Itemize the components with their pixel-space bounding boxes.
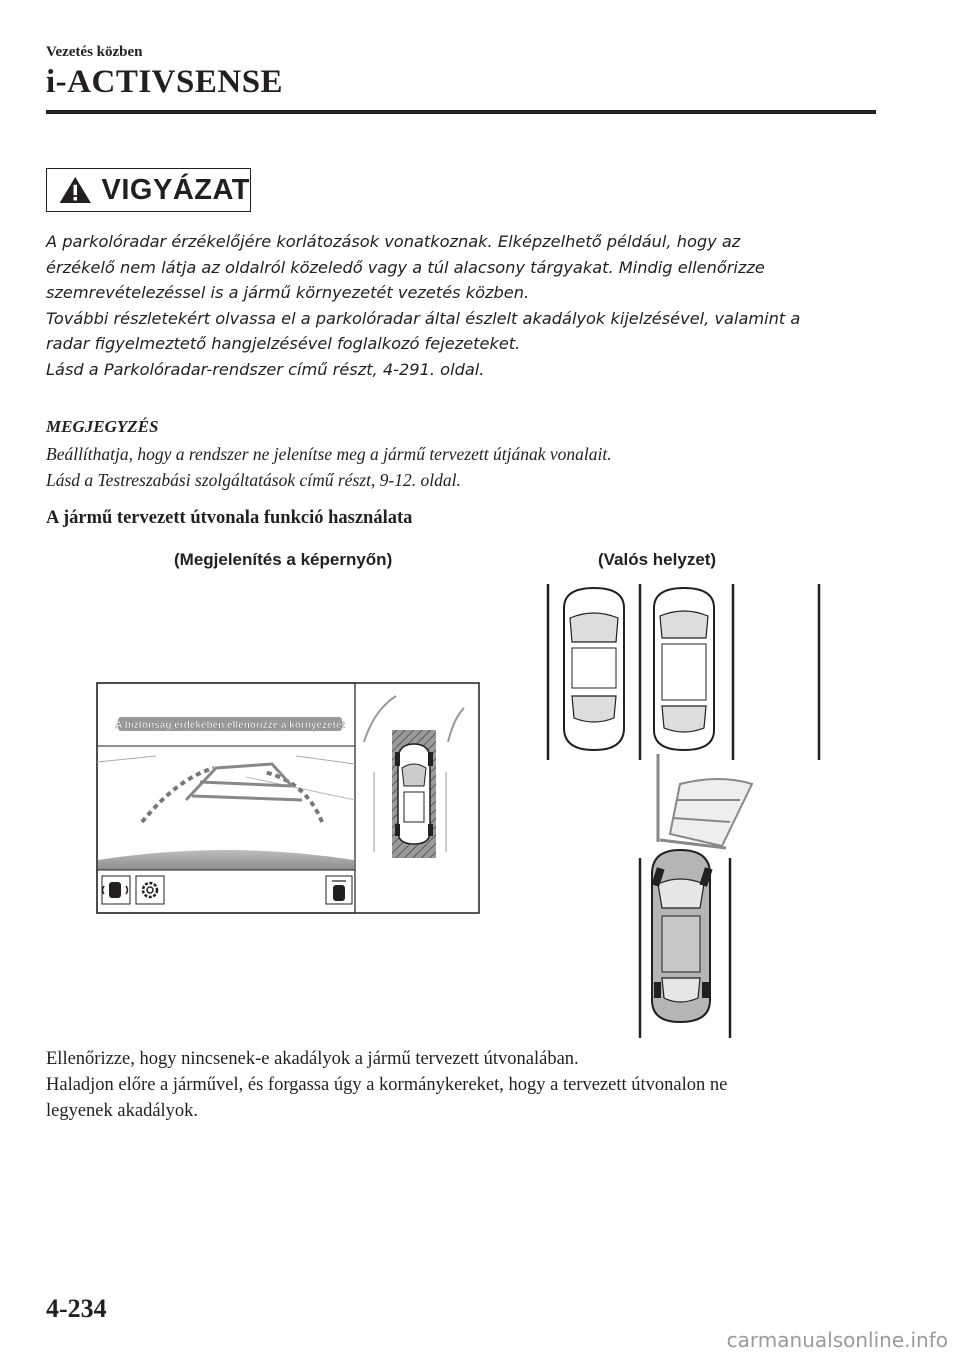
screen-banner: A biztonság érdekében ellenőrizze a környezetet (115, 720, 345, 731)
watermark: carmanualsonline.info (726, 1328, 948, 1352)
warning-icon (57, 172, 94, 208)
real-situation-illustration (530, 578, 840, 1042)
caution-line: szemrevételezéssel is a jármű környezetét vezetés közben. (46, 283, 530, 303)
section-label: Vezetés közben (46, 44, 143, 60)
body-line: Haladjon előre a járművel, és forgassa úgy a kormánykereket, hogy a tervezett útvonalon ne (46, 1075, 728, 1095)
body-line: Ellenőrizze, hogy nincsenek-e akadályok a jármű tervezett útvonalában. (46, 1049, 579, 1069)
parked-car-1 (564, 588, 624, 750)
title-rule (46, 110, 876, 114)
projected-path (658, 754, 752, 848)
caution-box (46, 168, 251, 212)
note-line: Beállíthatja, hogy a rendszer ne jelenítse meg a jármű tervezett útjának vonalait. (46, 444, 612, 464)
caution-label: VIGYÁZAT (101, 173, 250, 206)
caution-line: További részletekért olvassa el a parkolóradar által észlelt akadályok kijelzésével, valamint a (46, 308, 801, 328)
body-line: legyenek akadályok. (46, 1101, 199, 1121)
caution-text (46, 229, 886, 383)
caution-line: radar figyelmeztető hangjelzésével foglalkozó fejezeteket. (46, 334, 521, 354)
subheading: A jármű tervezett útvonala funkció használata (46, 508, 413, 528)
page-number: 4-234 (46, 1294, 107, 1323)
figure-label-real: (Valós helyzet) (598, 550, 717, 569)
figure-label-screen: (Megjelenítés a képernyőn) (174, 550, 393, 569)
page-title: i-ACTIVSENSE (46, 64, 284, 100)
caution-line: A parkolóradar érzékelőjére korlátozások vonatkoznak. Elképzelhető például, hogy az (46, 232, 741, 251)
note-line: Lásd a Testreszabási szolgáltatások című részt, 9-12. oldal. (46, 470, 461, 490)
screen-illustration (96, 682, 480, 914)
note-heading: MEGJEGYZÉS (46, 417, 159, 436)
moving-car (651, 850, 712, 1022)
caution-line: Lásd a Parkolóradar-rendszer című részt, 4-291. oldal. (46, 359, 485, 379)
body-text (46, 1046, 906, 1124)
parked-car-2 (654, 588, 714, 750)
caution-line: érzékelő nem látja az oldalról közeledő vagy a túl alacsony tárgyakat. Mindig ellenőrizze (46, 257, 765, 277)
note-text (46, 441, 906, 493)
top-view-car (395, 744, 433, 844)
